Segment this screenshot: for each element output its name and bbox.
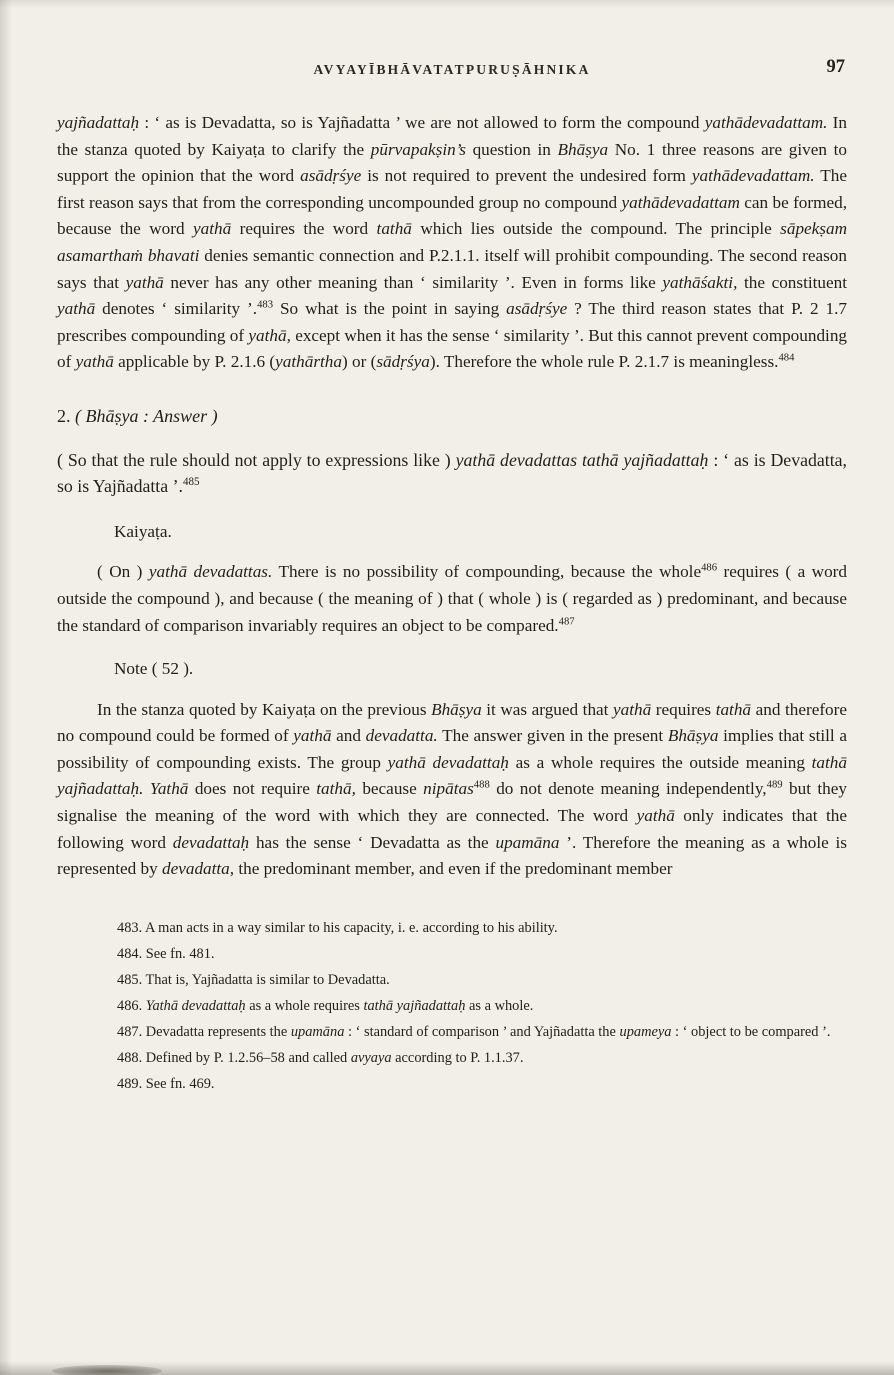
- section-heading-bhasya-answer: 2. ( Bhāṣya : Answer ): [57, 405, 218, 426]
- paragraph-kaiyata-comment: ( On ) yathā devadattas. There is no possibility of compounding, because the whole$^{486}$ requires ( a word outside the compound ), and because ( the meaning of ) that ( whole ) is ( regarded as ) predominant, and because the standard of comparison invariably requires an object to be compared.$^{487}$: [57, 562, 847, 635]
- scan-ink-blot-artifact: [52, 1365, 162, 1375]
- footnote-484: 484. See fn. 481.: [117, 945, 215, 962]
- footnote-485: 485. That is, Yajñadatta is similar to Devadatta.: [117, 971, 390, 988]
- scan-left-edge-artifact: [0, 0, 12, 1375]
- scan-top-edge-artifact: [0, 0, 894, 8]
- footnote-483: 483. A man acts in a way similar to his capacity, i. e. according to his ability.: [117, 919, 558, 936]
- footnotes-block: [57, 915, 847, 1097]
- footnote-486: 486. Yathā devadattaḥ as a whole requires tathā yajñadattaḥ as a whole.: [117, 997, 534, 1014]
- paragraph-bhasya-translation: ( So that the rule should not apply to expressions like ) yathā devadattas tathā yajñadattaḥ : ‘ as is Devadatta, so is Yajñadatta ’.$^{485}$: [57, 449, 847, 497]
- scan-bottom-smudge-artifact: [0, 1361, 894, 1375]
- kaiyata-label: Kaiyaṭa.: [114, 521, 172, 541]
- paragraph-purvapaksa: yajñadattaḥ : ‘ as is Devadatta, so is Yajñadatta ’ we are not allowed to form the compound yathādevadattam. In the stanza quoted by Kaiyaṭa to clarify the pūrvapakṣin’s question in Bhāṣya No. 1 three reasons are given to support the opinion that the word asādṛśye is not required to prevent the undesired form yathādevadattam. The first reason says that from the corresponding uncompounded group no compound yathādevadattam can be formed, because the word yathā requires the word tathā which lies outside the compound. The principle sāpekṣam asamarthaṁ bhavati denies semantic connection and P.2.1.1. itself will prohibit compounding. The second reason says that yathā never has any other meaning than ‘ similarity ’. Even in forms like yathāśakti, the constituent yathā denotes ‘ similarity ’.$^{483}$ So what is the point in saying asādṛśye ? The third reason states that P. 2 1.7 prescribes compounding of yathā, except when it has the sense ‘ similarity ’. But this cannot prevent compounding of yathā applicable by P. 2.1.6 (yathārtha) or (sādṛśya). Therefore the whole rule P. 2.1.7 is meaningless.$^{484}$: [57, 113, 848, 372]
- footnote-488: 488. Defined by P. 1.2.56–58 and called avyaya according to P. 1.1.37.: [117, 1049, 524, 1066]
- page-number: 97: [826, 57, 845, 77]
- footnote-489: 489. See fn. 469.: [117, 1075, 215, 1092]
- running-title: AVYAYĪBHĀVATATPURUṢĀHNIKA: [313, 62, 591, 77]
- footnote-487: 487. Devadatta represents the upamāna : ‘ standard of comparison ’ and Yajñadatta the upameya : ‘ object to be compared ’.: [117, 1023, 831, 1040]
- page-content: [57, 57, 848, 1097]
- page-header: [57, 57, 847, 88]
- note-52-label: Note ( 52 ).: [114, 659, 194, 679]
- paragraph-note-52-body: In the stanza quoted by Kaiyaṭa on the previous Bhāṣya it was argued that yathā requires tathā and therefore no compound could be formed of yathā and devadatta. The answer given in the present Bhāṣya implies that still a possibility of compounding exists. The group yathā devadattaḥ as a whole requires the outside meaning tathā yajñadattaḥ. Yathā does not require tathā, because nipātas$^{488}$ do not denote meaning independently,$^{489}$ but they signalise the meaning of the word with which they are connected. The word yathā only indicates that the following word devadattaḥ has the sense ‘ Devadatta as the upamāna ’. Therefore the meaning as a whole is represented by devadatta, the predominant member, and even if the predominant member: [57, 699, 848, 879]
